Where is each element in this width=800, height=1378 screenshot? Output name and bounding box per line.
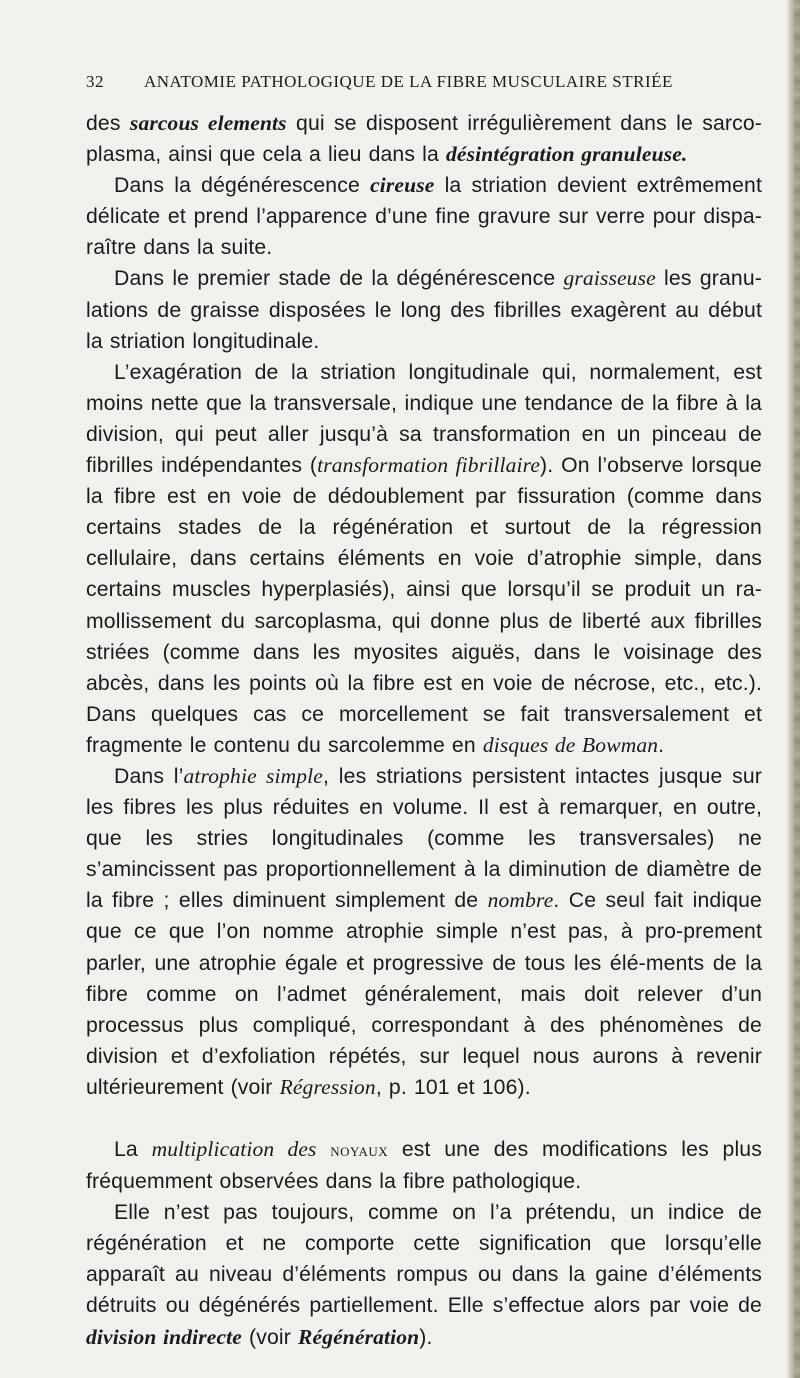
paragraph: des sarcous elements qui se disposent irrégulièrement dans le sarco-plasma, ainsi que cela a lieu dans la désintégration granuleuse.	[86, 111, 762, 167]
running-header	[86, 72, 762, 94]
paragraph: La multiplication des noyaux est une des modifications les plus fréquemment observées dans la fibre pathologique.	[86, 1137, 762, 1194]
emphasis-text: multiplication des	[151, 1137, 317, 1161]
body-text	[86, 108, 762, 1353]
emphasis-text: sarcous elements	[129, 111, 287, 135]
emphasis-text: Régression	[279, 1074, 376, 1099]
paragraph: Dans le premier stade de la dégénérescence graisseuse les granu-lations de graisse disposées le long des fibrilles exagèrent au début la striation longitudinale.	[86, 266, 762, 353]
paragraph: Elle n’est pas toujours, comme on l’a prétendu, un indice de régénération et ne comporte cette signification que lorsqu’elle apparaît au niveau d’éléments rompus ou dans la gaine d’éléments détruits ou dégénérés partiellement. Elle s’effectue alors par voie de division indirecte (voir Régénération).	[86, 1201, 762, 1349]
paragraph: Dans la dégénérescence cireuse la striation devient extrêmement délicate et prend l’apparence d’une fine gravure sur verre pour dispa-raître dans la suite.	[86, 173, 763, 260]
paragraph: L’exagération de la striation longitudinale qui, normalement, est moins nette que la transversale, indique une tendance de la fibre à la division, qui peut aller jusqu’à sa transformation en un pinceau de fibrilles indépendantes (transformation fibrillaire). On l’observe lorsque la fibre est en voie de dédoublement par fissuration (comme dans certains stades de la régénération et surtout de la régression cellulaire, dans certains éléments en voie d’atrophie simple, dans certains muscles hyperplasiés), ainsi que lorsqu’il se produit un ra-mollissement du sarcoplasma, qui donne plus de liberté aux fibrilles striées (comme dans les myosites aiguës, dans le voisinage des abcès, dans les points où la fibre est en voie de nécrose, etc., etc.). Dans quelques cas ce morcellement se fait transversalement et fragmente le contenu du sarcolemme en disques de Bowman.	[86, 360, 762, 757]
emphasis-text: cireuse	[370, 173, 435, 198]
emphasis-text: atrophie simple	[183, 763, 324, 788]
emphasis-text: noyaux	[330, 1140, 389, 1161]
emphasis-text: désintégration granuleuse.	[445, 142, 688, 167]
emphasis-text: Régénération	[298, 1324, 420, 1349]
running-title: ANATOMIE PATHOLOGIQUE DE LA FIBRE MUSCULAIRE STRIÉE	[144, 72, 673, 91]
page-number: 32	[86, 72, 104, 91]
emphasis-text: division indirecte	[86, 1324, 242, 1349]
paragraph: Dans l’atrophie simple, les striations persistent intactes jusque sur les fibres les plus réduites en volume. Il est à remarquer, en outre, que les stries longitudinales (comme les transversales) ne s’amincissent pas proportionnellement à la diminution de diamètre de la fibre ; elles diminuent simplement de nombre. Ce seul fait indique que ce que l’on nomme atrophie simple n’est pas, à pro-prement parler, une atrophie égale et progressive de tous les élé-ments de la fibre comme on l’admet généralement, mais doit relever d’un processus plus compliqué, correspondant à des phénomènes de division et d’exfoliation répétés, sur lequel nous aurons à revenir ultérieurement (voir Régression, p. 101 et 106).	[86, 763, 762, 1099]
page-edge-shadow	[786, 0, 800, 1378]
emphasis-text: nombre	[487, 888, 554, 913]
emphasis-text: transformation fibrillaire	[317, 453, 541, 478]
emphasis-text: disques de Bowman	[482, 732, 659, 757]
emphasis-text: graisseuse	[563, 266, 656, 291]
